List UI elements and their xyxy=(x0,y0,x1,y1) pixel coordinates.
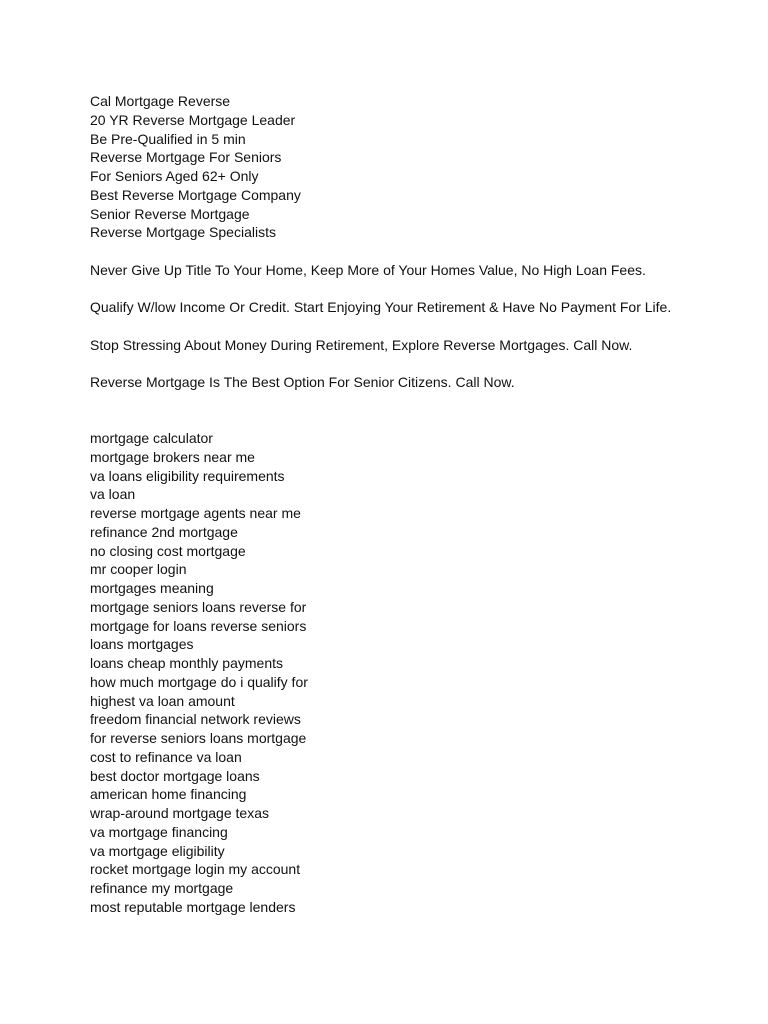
keyword-item: refinance 2nd mortgage xyxy=(90,523,238,540)
headline-line: Best Reverse Mortgage Company xyxy=(90,186,301,203)
ad-headlines xyxy=(90,92,730,242)
description-paragraph: Reverse Mortgage Is The Best Option For Senior Citizens. Call Now. xyxy=(90,374,515,391)
description-paragraph: Never Give Up Title To Your Home, Keep More of Your Homes Value, No High Loan Fees. xyxy=(90,261,646,278)
keyword-item: cost to refinance va loan xyxy=(90,748,242,765)
headline-line: Reverse Mortgage Specialists xyxy=(90,224,276,241)
keyword-item: va mortgage financing xyxy=(90,823,228,840)
keyword-item: va loans eligibility requirements xyxy=(90,467,285,484)
headline-line: For Seniors Aged 62+ Only xyxy=(90,168,259,184)
keyword-item: mortgage calculator xyxy=(90,430,213,446)
document-page xyxy=(90,92,730,917)
headline-line: Senior Reverse Mortgage xyxy=(90,205,250,222)
headline-line: 20 YR Reverse Mortgage Leader xyxy=(90,111,296,128)
description-paragraph: Qualify W/low Income Or Credit. Start Enjoying Your Retirement & Have No Payment For Life. xyxy=(90,299,672,316)
keyword-item: freedom financial network reviews xyxy=(90,711,301,728)
headline-line: Cal Mortgage Reverse xyxy=(90,93,231,109)
keyword-item: best doctor mortgage loans xyxy=(90,767,260,784)
keyword-item: refinance my mortgage xyxy=(90,880,234,896)
ad-descriptions xyxy=(90,261,730,392)
keyword-item: rocket mortgage login my account xyxy=(90,861,301,878)
keyword-item: no closing cost mortgage xyxy=(90,542,246,559)
keyword-item: loans mortgages xyxy=(90,636,194,653)
keyword-item: mortgage for loans reverse seniors xyxy=(90,617,307,634)
keyword-item: mortgage brokers near me xyxy=(90,448,255,465)
keyword-list xyxy=(90,429,730,917)
keyword-item: for reverse seniors loans mortgage xyxy=(90,730,307,746)
keyword-item: wrap-around mortgage texas xyxy=(90,805,269,821)
keyword-item: mortgage seniors loans reverse for xyxy=(90,598,307,615)
description-paragraph: Stop Stressing About Money During Retirement, Explore Reverse Mortgages. Call Now. xyxy=(90,336,633,353)
keyword-item: va loan xyxy=(90,486,136,503)
keyword-item: highest va loan amount xyxy=(90,692,235,709)
keyword-item: loans cheap monthly payments xyxy=(90,655,283,671)
keyword-item: mortgages meaning xyxy=(90,580,214,596)
keyword-item: reverse mortgage agents near me xyxy=(90,505,301,521)
keyword-item: american home financing xyxy=(90,786,247,803)
headline-line: Reverse Mortgage For Seniors xyxy=(90,149,282,166)
keyword-item: va mortgage eligibility xyxy=(90,842,225,859)
keyword-item: how much mortgage do i qualify for xyxy=(90,673,308,690)
keyword-item: mr cooper login xyxy=(90,561,187,578)
keyword-item: most reputable mortgage lenders xyxy=(90,898,296,915)
headline-line: Be Pre-Qualified in 5 min xyxy=(90,130,246,147)
